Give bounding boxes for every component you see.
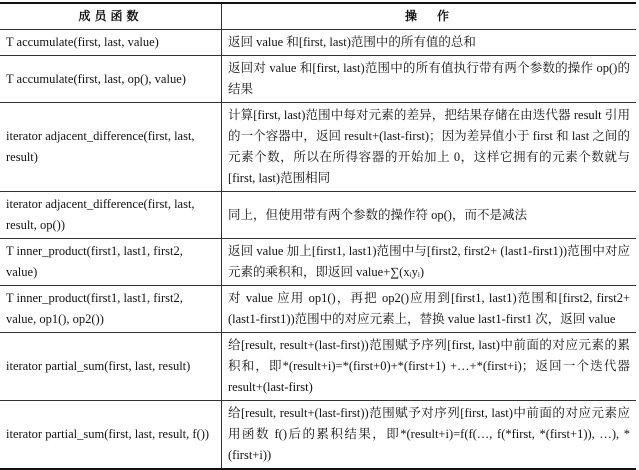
table-row	[0, 333, 636, 401]
function-signature: iterator partial_sum(first, last, result)	[0, 333, 222, 401]
table-row	[0, 56, 636, 103]
operation-description: 同上，但使用带有两个参数的操作符 op()，而不是减法	[222, 192, 637, 239]
table-header-row	[0, 3, 636, 30]
member-function-table	[0, 2, 636, 470]
function-signature: iterator adjacent_difference(first, last, result, op())	[0, 192, 222, 239]
operation-description: 计算[first, last)范围中每对元素的差异，把结果存储在由迭代器 result 引用的一个容器中，返回 result+(last-first)；因为差异值小于 first 和 last 之间的元素个数，所以在所得容器的开始加上 0，这样它拥有的元素个数就与[first, last)范围相同	[222, 103, 637, 192]
operation-description: 给[result, result+(last-first))范围赋予对序列[first, last)中前面的对应元素应用函数 f()后的累积结果，即*(result+i)=f(f(…, f(*first, *(first+1)), …), *(first+i))	[222, 401, 637, 470]
function-signature: T accumulate(first, last, op(), value)	[0, 56, 222, 103]
function-signature: T inner_product(first1, last1, first2, value)	[0, 239, 222, 286]
function-signature: iterator partial_sum(first, last, result, f())	[0, 401, 222, 470]
operation-description: 给[result, result+(last-first))范围赋予序列[first, last)中前面的对应元素的累积和，即*(result+i)=*(first+0)+*(first+1) +…+*(first+i)；返回一个迭代器 result+(last-first)	[222, 333, 637, 401]
table-row	[0, 192, 636, 239]
table-row	[0, 103, 636, 192]
table-row	[0, 239, 636, 286]
table-row	[0, 286, 636, 333]
operation-description: 返回对 value 和[first, last)范围中的所有值执行带有两个参数的操作 op()的结果	[222, 56, 637, 103]
function-signature: T inner_product(first1, last1, first2, value, op1(), op2())	[0, 286, 222, 333]
operation-description: 返回 value 加上[first1, last1)范围中与[first2, first2+ (last1-first1))范围中对应元素的乘积和，即返回 value+∑(xᵢyᵢ)	[222, 239, 637, 286]
table-row	[0, 401, 636, 470]
function-signature: iterator adjacent_difference(first, last, result)	[0, 103, 222, 192]
operation-description: 返回 value 和[first, last)范围中的所有值的总和	[222, 30, 637, 56]
table-row	[0, 30, 636, 56]
operation-description: 对 value 应用 op1()，再把 op2()应用到[first1, last1)范围和[first2, first2+(last1-first1))范围中的对应元素上，替换 value last1-first1 次，返回 value	[222, 286, 637, 333]
header-operation: 操 作	[222, 3, 637, 30]
header-member-function: 成员函数	[0, 3, 222, 30]
function-signature: T accumulate(first, last, value)	[0, 30, 222, 56]
